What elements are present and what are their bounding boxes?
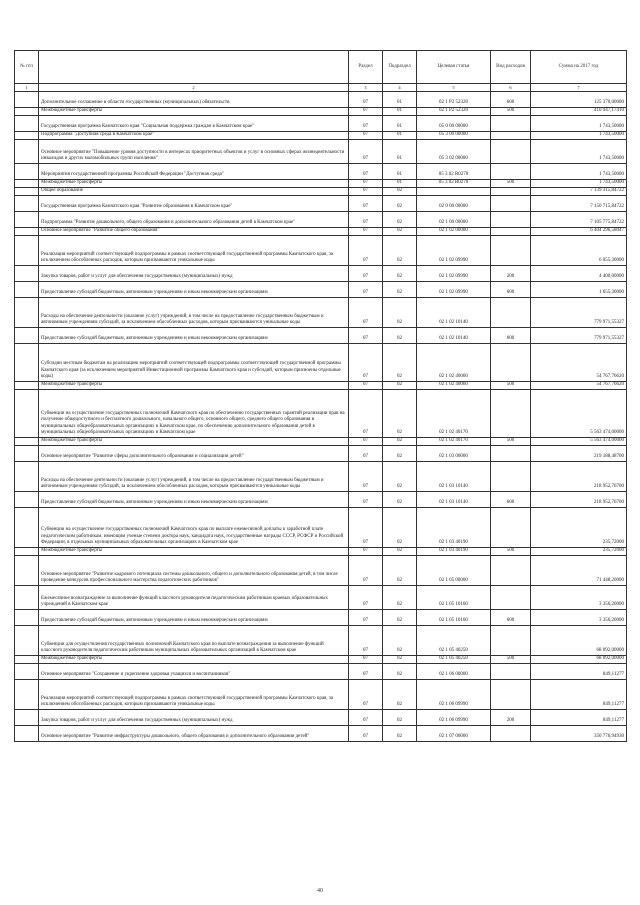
cell-vr xyxy=(491,390,531,438)
cell-num xyxy=(15,710,39,726)
cell-razdel: 07 xyxy=(349,556,383,586)
cell-razdel: 07 xyxy=(349,328,383,344)
cell-sum: 5 563 474,00000 xyxy=(531,438,627,446)
cell-razdel: 07 xyxy=(349,710,383,726)
cell-num xyxy=(15,196,39,212)
cell-razdel: 07 xyxy=(349,492,383,508)
table-row xyxy=(15,180,627,188)
cell-csr: 02 0 00 00000 xyxy=(417,196,491,212)
cell-podrazdel: 01 xyxy=(383,132,417,140)
header-sum: Сумма на 2017 год xyxy=(531,51,627,84)
cell-num xyxy=(15,610,39,626)
cell-podrazdel: 01 xyxy=(383,116,417,132)
cell-num xyxy=(15,328,39,344)
cell-name: Реализация мероприятий соответствующей подпрограммы в рамках соответствующей государственной программы Камчатского края, за исключением обособленных расходов, которым присваиваются уникальные коды xyxy=(39,680,349,710)
cell-razdel: 07 xyxy=(349,344,383,382)
cell-num xyxy=(15,664,39,680)
cell-name: Основное мероприятие "Сохранение и укрепление здоровья учащихся и воспитанников" xyxy=(39,664,349,680)
cell-name: Межбюджетные трансферты xyxy=(39,548,349,556)
cell-csr: 02 1 05 00000 xyxy=(417,556,491,586)
cell-vr xyxy=(491,212,531,228)
cell-num xyxy=(15,382,39,390)
cell-vr: 600 xyxy=(491,328,531,344)
cell-name: Субсидии местным бюджетам на реализацию мероприятий соответствующей подпрограммы соответствующей государственной программы Камчатского края (за исключением мероприятий Инвестиционной программы Камчатского края и субсидий, которым присвоены отдельные коды) xyxy=(39,344,349,382)
cell-razdel: 07 xyxy=(349,298,383,328)
cell-sum: 849,11277 xyxy=(531,664,627,680)
cell-vr: 600 xyxy=(491,492,531,508)
cell-razdel: 07 xyxy=(349,548,383,556)
cell-sum: 410 947,17410 xyxy=(531,108,627,116)
cell-num xyxy=(15,680,39,710)
column-number: 2 xyxy=(39,84,349,92)
cell-sum: 849,11277 xyxy=(531,680,627,710)
cell-csr: 02 1 02 40060 xyxy=(417,344,491,382)
cell-vr: 600 xyxy=(491,610,531,626)
cell-csr: 02 1 05 10160 xyxy=(417,610,491,626)
cell-sum: 54 767,76620 xyxy=(531,382,627,390)
cell-razdel: 07 xyxy=(349,140,383,164)
cell-num xyxy=(15,228,39,236)
cell-podrazdel: 02 xyxy=(383,656,417,664)
table-row xyxy=(15,236,627,266)
table-row xyxy=(15,390,627,438)
cell-num xyxy=(15,344,39,382)
cell-podrazdel: 02 xyxy=(383,492,417,508)
cell-csr: 05 3 02 00000 xyxy=(417,140,491,164)
cell-num xyxy=(15,726,39,742)
cell-name: Предоставление субсидий бюджетным, автономным учреждениям и иным некоммерческим организациям xyxy=(39,492,349,508)
table-row xyxy=(15,462,627,492)
cell-num xyxy=(15,212,39,228)
header-razdel: Раздел xyxy=(349,51,383,84)
cell-csr: 02 1 07 00000 xyxy=(417,726,491,742)
cell-vr: 500 xyxy=(491,180,531,188)
cell-num xyxy=(15,390,39,438)
cell-name: Основное мероприятие "Развитие кадрового потенциала системы дошкольного, общего и дополнительного образования детей, в том числе проведение конкурсов профессионального мастерства педагогических работников" xyxy=(39,556,349,586)
cell-name: Основное мероприятие "Развитие общего образования" xyxy=(39,228,349,236)
table-row xyxy=(15,710,627,726)
cell-num xyxy=(15,556,39,586)
cell-sum: 350 776,94930 xyxy=(531,726,627,742)
cell-razdel: 07 xyxy=(349,164,383,180)
cell-csr: 02 1 02 10140 xyxy=(417,298,491,328)
cell-razdel: 07 xyxy=(349,212,383,228)
cell-csr: 02 1 03 10140 xyxy=(417,492,491,508)
cell-csr: 02 1 Р2 52320 xyxy=(417,108,491,116)
cell-vr xyxy=(491,586,531,610)
cell-name: Государственная программа Камчатского края "Социальная поддержка граждан в Камчатском крае" xyxy=(39,116,349,132)
cell-razdel: 07 xyxy=(349,656,383,664)
cell-vr xyxy=(491,556,531,586)
cell-podrazdel: 02 xyxy=(383,508,417,548)
cell-num xyxy=(15,188,39,196)
cell-sum: 71 448,20000 xyxy=(531,556,627,586)
cell-podrazdel: 01 xyxy=(383,180,417,188)
table-row xyxy=(15,328,627,344)
cell-csr: 02 1 02 40170 xyxy=(417,438,491,446)
cell-name: Основное мероприятие "Повышение уровня доступности в интересах приоритетных объектов и услуг в основных сферах жизнедеятельности инвалидов и других маломобильных групп населения" xyxy=(39,140,349,164)
cell-podrazdel: 02 xyxy=(383,626,417,656)
cell-name: Межбюджетные трансферты xyxy=(39,438,349,446)
cell-name: Закупка товаров, работ и услуг для обеспечения государственных (муниципальных) нужд xyxy=(39,266,349,282)
cell-podrazdel: 02 xyxy=(383,548,417,556)
table-row xyxy=(15,610,627,626)
cell-sum: 218 952,76700 xyxy=(531,462,627,492)
cell-name: Субвенции на осуществление государственных полномочий Камчатского края по выплате ежемесячной доплаты к заработной плате педагогическим работникам, имеющим ученые степени доктора наук, кандидата наук, государственные награды СССР, РСФСР и Российской Федерации, в отдельных муниципальных образовательных организациях в Камчатском крае xyxy=(39,508,349,548)
cell-csr: 02 1 03 00000 xyxy=(417,446,491,462)
table-row xyxy=(15,212,627,228)
cell-sum: 1 743,50000 xyxy=(531,164,627,180)
cell-razdel: 07 xyxy=(349,446,383,462)
cell-podrazdel: 02 xyxy=(383,586,417,610)
table-row xyxy=(15,492,627,508)
cell-name: Государственная программа Камчатского края "Развитие образования в Камчатском крае" xyxy=(39,196,349,212)
cell-csr: 02 1 06 00000 xyxy=(417,664,491,680)
table-row xyxy=(15,92,627,108)
cell-csr: 02 1 06 09990 xyxy=(417,680,491,710)
cell-sum: 125 370,00000 xyxy=(531,92,627,108)
cell-vr: 500 xyxy=(491,548,531,556)
cell-csr: 02 1 02 09990 xyxy=(417,236,491,266)
cell-csr: 05 0 00 00000 xyxy=(417,116,491,132)
cell-name: Межбюджетные трансферты xyxy=(39,180,349,188)
column-number: 3 xyxy=(349,84,383,92)
cell-sum: 1 743,50000 xyxy=(531,116,627,132)
cell-sum: 68 092,00000 xyxy=(531,656,627,664)
cell-sum: 5 563 474,00000 xyxy=(531,390,627,438)
cell-razdel: 07 xyxy=(349,236,383,266)
table-row xyxy=(15,164,627,180)
cell-name: Предоставление субсидий бюджетным, автономным учреждениям и иным некоммерческим организациям xyxy=(39,282,349,298)
cell-csr: 02 1 02 00000 xyxy=(417,228,491,236)
cell-sum: 68 092,00000 xyxy=(531,626,627,656)
column-number: 4 xyxy=(383,84,417,92)
cell-vr xyxy=(491,462,531,492)
cell-podrazdel: 02 xyxy=(383,282,417,298)
table-row xyxy=(15,680,627,710)
cell-csr: 02 1 02 40170 xyxy=(417,390,491,438)
cell-csr: 05 3 02 R0270 xyxy=(417,164,491,180)
cell-vr xyxy=(491,446,531,462)
cell-name: Закупка товаров, работ и услуг для обеспечения государственных (муниципальных) нужд xyxy=(39,710,349,726)
budget-table xyxy=(14,50,627,742)
cell-csr: 02 1 02 40060 xyxy=(417,382,491,390)
cell-vr xyxy=(491,132,531,140)
cell-name: Расходы на обеспечение деятельности (оказание услуг) учреждений, в том числе на предоставление государственным бюджетным и автономным учреждениям субсидий, за исключением обособленных расходов, которым присваиваются уникальные коды xyxy=(39,298,349,328)
cell-name: Межбюджетные трансферты xyxy=(39,656,349,664)
cell-podrazdel: 02 xyxy=(383,196,417,212)
cell-csr: 02 1 02 10140 xyxy=(417,328,491,344)
cell-name: Мероприятия государственной программы Российской Федерации "Доступная среда" xyxy=(39,164,349,180)
cell-name: Субвенции на осуществление государственных полномочий Камчатского края по обеспечению государственных гарантий реализации прав на получение общедоступного и бесплатного дошкольного, начального общего, основного общего, среднего общего образования в муниципальных общеобразовательных организациях в Камчатском крае, по обеспечению дополнительного образования детей в муниципальных общеобразовательных организациях в Камчатском крае xyxy=(39,390,349,438)
cell-name: Подпрограмма "Развитие дошкольного, общего образования и дополнительного образования детей в Камчатском крае" xyxy=(39,212,349,228)
cell-vr xyxy=(491,140,531,164)
header-num: № п/п xyxy=(15,51,39,84)
cell-name: Общее образование xyxy=(39,188,349,196)
cell-sum: 235,72000 xyxy=(531,548,627,556)
cell-name: Расходы на обеспечение деятельности (оказание услуг) учреждений, в том числе на предоставление государственным бюджетным и автономным учреждениям субсидий, за исключением обособленных расходов, которым присваиваются уникальные коды xyxy=(39,462,349,492)
cell-podrazdel: 01 xyxy=(383,108,417,116)
cell-csr: 02 1 05 10160 xyxy=(417,586,491,610)
document-page xyxy=(14,50,626,742)
cell-sum: 7 105 775,84722 xyxy=(531,212,627,228)
table-row xyxy=(15,132,627,140)
cell-podrazdel: 01 xyxy=(383,92,417,108)
column-number: 6 xyxy=(491,84,531,92)
table-row xyxy=(15,282,627,298)
cell-vr xyxy=(491,188,531,196)
cell-num xyxy=(15,298,39,328)
cell-razdel: 07 xyxy=(349,188,383,196)
cell-sum: 235,72000 xyxy=(531,508,627,548)
cell-razdel: 07 xyxy=(349,626,383,656)
cell-vr: 600 xyxy=(491,282,531,298)
cell-sum: 219 188,48700 xyxy=(531,446,627,462)
cell-vr: 500 xyxy=(491,656,531,664)
cell-podrazdel: 02 xyxy=(383,266,417,282)
cell-csr: 05 3 02 R0270 xyxy=(417,180,491,188)
cell-razdel: 07 xyxy=(349,196,383,212)
cell-name: Основное мероприятие "Развитие сферы дополнительного образования и социализации детей" xyxy=(39,446,349,462)
cell-name: Межбюджетные трансферты xyxy=(39,108,349,116)
table-row xyxy=(15,446,627,462)
cell-vr xyxy=(491,236,531,266)
cell-podrazdel: 02 xyxy=(383,446,417,462)
cell-name: Реализация мероприятий соответствующей подпрограммы в рамках соответствующей государственной программы Камчатского края, за исключением обособленных расходов, которым присваиваются уникальные коды xyxy=(39,236,349,266)
cell-csr: 02 1 Р2 52320 xyxy=(417,92,491,108)
cell-num xyxy=(15,492,39,508)
cell-num xyxy=(15,180,39,188)
cell-csr: 02 1 03 40190 xyxy=(417,548,491,556)
table-row xyxy=(15,664,627,680)
table-row xyxy=(15,266,627,282)
cell-csr: 02 1 02 09990 xyxy=(417,266,491,282)
cell-sum: 6 404 296,58047 xyxy=(531,228,627,236)
cell-razdel: 07 xyxy=(349,382,383,390)
cell-name: Предоставление субсидий бюджетным, автономным учреждениям и иным некоммерческим организациям xyxy=(39,610,349,626)
cell-num xyxy=(15,92,39,108)
cell-razdel: 07 xyxy=(349,438,383,446)
cell-vr: 200 xyxy=(491,266,531,282)
cell-podrazdel: 02 xyxy=(383,328,417,344)
table-row xyxy=(15,108,627,116)
cell-num xyxy=(15,656,39,664)
cell-num xyxy=(15,462,39,492)
header-csr: Целевая статья xyxy=(417,51,491,84)
cell-num xyxy=(15,438,39,446)
header-vr: Вид расходов xyxy=(491,51,531,84)
cell-vr xyxy=(491,344,531,382)
cell-num xyxy=(15,626,39,656)
cell-num xyxy=(15,548,39,556)
cell-csr xyxy=(417,188,491,196)
cell-sum: 1 655,30000 xyxy=(531,282,627,298)
cell-csr: 02 1 02 09990 xyxy=(417,282,491,298)
cell-sum: 779 971,55327 xyxy=(531,298,627,328)
cell-razdel: 07 xyxy=(349,228,383,236)
cell-podrazdel: 02 xyxy=(383,382,417,390)
cell-num xyxy=(15,282,39,298)
cell-podrazdel: 01 xyxy=(383,140,417,164)
cell-vr: 600 xyxy=(491,92,531,108)
cell-sum: 4 400,00000 xyxy=(531,266,627,282)
table-row xyxy=(15,556,627,586)
cell-num xyxy=(15,236,39,266)
cell-razdel: 07 xyxy=(349,132,383,140)
cell-csr: 02 1 03 10140 xyxy=(417,462,491,492)
header-podrazdel: Подраздел xyxy=(383,51,417,84)
cell-num xyxy=(15,108,39,116)
cell-podrazdel: 02 xyxy=(383,236,417,266)
cell-vr xyxy=(491,726,531,742)
cell-vr: 500 xyxy=(491,438,531,446)
cell-vr xyxy=(491,508,531,548)
cell-sum: 3 356,20000 xyxy=(531,586,627,610)
cell-name: Предоставление субсидий бюджетным, автономным учреждениям и иным некоммерческим организациям xyxy=(39,328,349,344)
cell-podrazdel: 02 xyxy=(383,390,417,438)
cell-sum: 54 767,76620 xyxy=(531,344,627,382)
cell-vr xyxy=(491,664,531,680)
cell-name: Дополнительное соглашение в области государственных (муниципальных) обязательств xyxy=(39,92,349,108)
cell-sum: 6 055,30000 xyxy=(531,236,627,266)
cell-razdel: 07 xyxy=(349,116,383,132)
cell-vr: 500 xyxy=(491,382,531,390)
cell-podrazdel: 02 xyxy=(383,556,417,586)
cell-podrazdel: 02 xyxy=(383,710,417,726)
column-number: 7 xyxy=(531,84,627,92)
cell-num xyxy=(15,266,39,282)
cell-sum: 3 356,20000 xyxy=(531,610,627,626)
cell-razdel: 07 xyxy=(349,92,383,108)
cell-vr: 200 xyxy=(491,710,531,726)
table-header-row xyxy=(15,51,627,84)
cell-num xyxy=(15,586,39,610)
cell-razdel: 07 xyxy=(349,180,383,188)
cell-csr: 02 1 06 09990 xyxy=(417,710,491,726)
cell-vr xyxy=(491,164,531,180)
table-row xyxy=(15,438,627,446)
cell-podrazdel: 02 xyxy=(383,664,417,680)
cell-sum: 7 139 315,84722 xyxy=(531,188,627,196)
cell-razdel: 07 xyxy=(349,462,383,492)
cell-razdel: 07 xyxy=(349,108,383,116)
cell-num xyxy=(15,164,39,180)
cell-csr: 02 1 00 00000 xyxy=(417,212,491,228)
cell-sum: 1 743,50000 xyxy=(531,180,627,188)
cell-razdel: 07 xyxy=(349,726,383,742)
table-row xyxy=(15,188,627,196)
cell-podrazdel: 02 xyxy=(383,462,417,492)
cell-sum: 1 743,50000 xyxy=(531,140,627,164)
table-row xyxy=(15,656,627,664)
cell-vr: 500 xyxy=(491,108,531,116)
cell-name: Ежемесячное вознаграждение за выполнение функций классного руководителя педагогическим работникам краевых образовательных учреждений в Камчатском крае xyxy=(39,586,349,610)
cell-razdel: 07 xyxy=(349,610,383,626)
table-row xyxy=(15,140,627,164)
cell-sum: 7 150 715,84722 xyxy=(531,196,627,212)
table-body xyxy=(15,92,627,742)
table-row xyxy=(15,344,627,382)
cell-podrazdel: 02 xyxy=(383,212,417,228)
cell-podrazdel: 02 xyxy=(383,610,417,626)
cell-razdel: 07 xyxy=(349,282,383,298)
cell-razdel: 07 xyxy=(349,266,383,282)
cell-sum: 1 743,50000 xyxy=(531,132,627,140)
cell-name: Основное мероприятие "Развитие инфраструктуры дошкольного, общего образования и дополнительного образования детей" xyxy=(39,726,349,742)
cell-vr xyxy=(491,116,531,132)
cell-razdel: 07 xyxy=(349,680,383,710)
table-row xyxy=(15,228,627,236)
cell-podrazdel: 02 xyxy=(383,726,417,742)
cell-podrazdel: 02 xyxy=(383,188,417,196)
cell-vr xyxy=(491,196,531,212)
cell-vr xyxy=(491,228,531,236)
cell-podrazdel: 02 xyxy=(383,438,417,446)
table-row xyxy=(15,298,627,328)
cell-sum: 218 952,76700 xyxy=(531,492,627,508)
cell-csr: 02 1 05 40250 xyxy=(417,626,491,656)
cell-name: Субвенции для осуществления государственных полномочий Камчатского края по выплате вознаграждения за выполнение функций классного руководителя педагогическим работникам муниципальных образовательных организаций в Камчатском крае xyxy=(39,626,349,656)
cell-sum: 779 971,55327 xyxy=(531,328,627,344)
cell-vr xyxy=(491,680,531,710)
header-name xyxy=(39,51,349,84)
column-number-row xyxy=(15,84,627,92)
cell-podrazdel: 02 xyxy=(383,228,417,236)
column-number: 5 xyxy=(417,84,491,92)
cell-razdel: 07 xyxy=(349,586,383,610)
table-row xyxy=(15,586,627,610)
cell-razdel: 07 xyxy=(349,390,383,438)
table-row xyxy=(15,626,627,656)
table-row xyxy=(15,196,627,212)
cell-num xyxy=(15,140,39,164)
page-number: 40 xyxy=(317,888,323,894)
cell-vr xyxy=(491,298,531,328)
cell-csr: 05 3 00 00000 xyxy=(417,132,491,140)
column-number: 1 xyxy=(15,84,39,92)
cell-vr xyxy=(491,626,531,656)
cell-name: Подпрограмма "Доступная среда в Камчатском крае" xyxy=(39,132,349,140)
cell-sum: 849,11277 xyxy=(531,710,627,726)
cell-num xyxy=(15,132,39,140)
table-row xyxy=(15,508,627,548)
cell-podrazdel: 02 xyxy=(383,344,417,382)
cell-num xyxy=(15,446,39,462)
cell-csr: 02 1 05 40250 xyxy=(417,656,491,664)
table-row xyxy=(15,382,627,390)
table-row xyxy=(15,116,627,132)
cell-podrazdel: 02 xyxy=(383,680,417,710)
cell-podrazdel: 01 xyxy=(383,164,417,180)
cell-num xyxy=(15,508,39,548)
table-row xyxy=(15,548,627,556)
cell-name: Межбюджетные трансферты xyxy=(39,382,349,390)
cell-razdel: 07 xyxy=(349,664,383,680)
cell-num xyxy=(15,116,39,132)
cell-podrazdel: 02 xyxy=(383,298,417,328)
table-row xyxy=(15,726,627,742)
cell-csr: 02 1 03 40190 xyxy=(417,508,491,548)
cell-razdel: 07 xyxy=(349,508,383,548)
